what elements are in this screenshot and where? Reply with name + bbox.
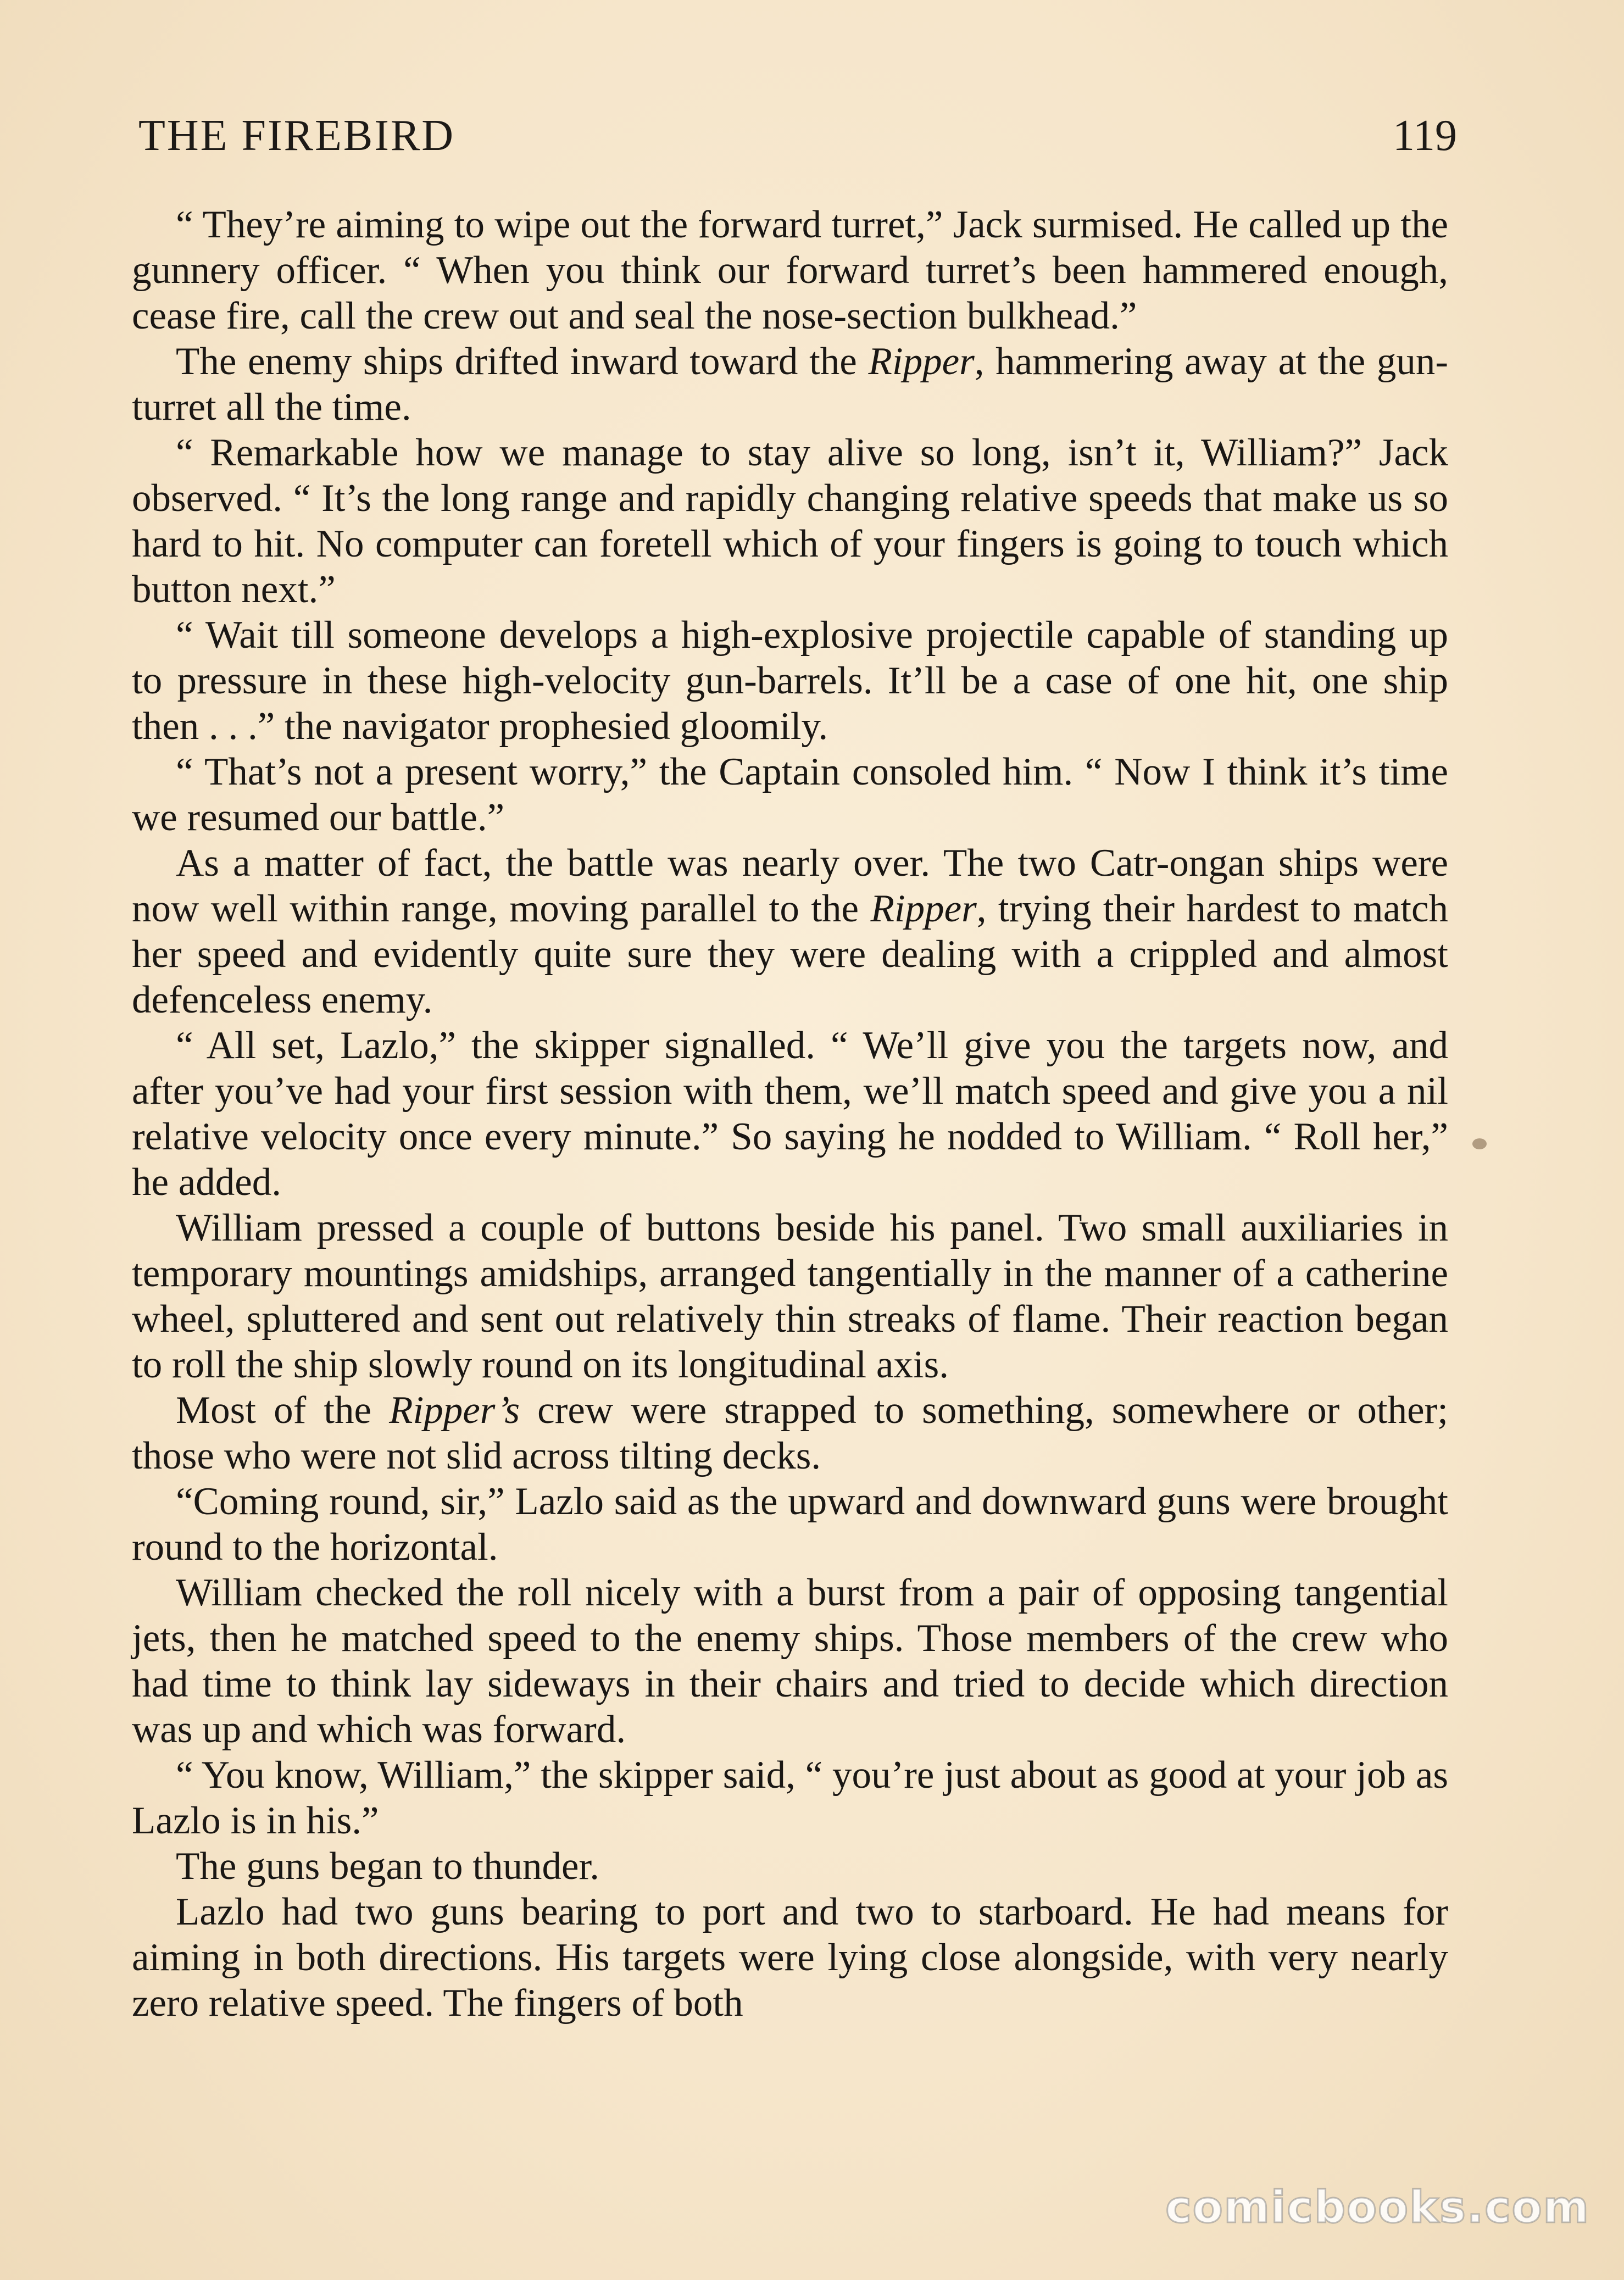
paragraph-text: crew were strapped to something, somewhere or other; those who were not slid across tilting decks. bbox=[132, 1389, 1449, 1477]
paragraph-14 bbox=[132, 1889, 1448, 2026]
paragraph-2 bbox=[132, 339, 1448, 430]
paragraph-text: “ They’re aiming to wipe out the forward turret,” Jack surmised. He called up the gunnery officer. “ When you think our forward turret’s been hammered enough, cease fire, call the crew out and seal the nose-section bulkhead.” bbox=[132, 203, 1448, 337]
paragraph-text: “ Wait till someone develops a high-explosive projectile capable of standing up to pressure in these high-velocity gun-barrels. It’ll be a case of one hit, one ship then . . .” the navigator prophesied gloomily. bbox=[132, 614, 1448, 748]
paragraph-10 bbox=[132, 1479, 1448, 1570]
paragraph-text: , hammering away at the gun-turret all the time. bbox=[132, 340, 1448, 429]
watermark-logo: comicbooks.com bbox=[1165, 2182, 1590, 2233]
paragraph-text: Lazlo had two guns bearing to port and two to starboard. He had means for aiming in both directions. His targets were lying close alongside, with very nearly zero relative speed. The fingers of both bbox=[132, 1890, 1448, 2025]
paragraph-text: “ Remarkable how we manage to stay alive so long, isn’t it, William?” Jack observed. “ It’s the long range and rapidly changing relative speeds that make us so hard to hit. No computer can foretell which of your fingers is going to touch which button next.” bbox=[132, 431, 1448, 611]
paragraph-6 bbox=[132, 841, 1448, 1023]
ship-name-italic: Ripper’s bbox=[389, 1389, 520, 1432]
paragraph-text: The enemy ships drifted inward toward the bbox=[176, 340, 869, 383]
paragraph-text: “ You know, William,” the skipper said, “ you’re just about as good at your job as Lazlo is in his.” bbox=[132, 1754, 1448, 1842]
running-title: THE FIREBIRD bbox=[138, 112, 455, 160]
paragraph-7 bbox=[132, 1023, 1448, 1205]
running-head bbox=[138, 105, 1457, 166]
paragraph-1 bbox=[132, 202, 1448, 339]
paragraph-text: Most of the bbox=[176, 1389, 390, 1432]
ship-name-italic: Ripper bbox=[868, 340, 975, 383]
paragraph-5 bbox=[132, 749, 1448, 841]
paragraph-13 bbox=[132, 1844, 1448, 1889]
ship-name-italic: Ripper bbox=[870, 887, 977, 930]
paragraph-text: “ All set, Lazlo,” the skipper signalled. “ We’ll give you the targets now, and after you’ve had your first session with them, we’ll match speed and give you a nil relative velocity once every minute.” So saying he nodded to William. “ Roll her,” he added. bbox=[132, 1024, 1448, 1204]
paragraph-text: As a matter of fact, the battle was nearly over. The two Catr-ongan ships were now well within range, moving parallel to the bbox=[132, 842, 1448, 930]
page-number: 119 bbox=[1392, 112, 1457, 160]
paragraph-8 bbox=[132, 1205, 1448, 1388]
paragraph-text: William checked the roll nicely with a burst from a pair of opposing tangential jets, then he matched speed to the enemy ships. Those members of the crew who had time to think lay sideways in their chairs and tried to decide which direction was up and which was forward. bbox=[132, 1571, 1448, 1751]
paragraph-4 bbox=[132, 613, 1448, 749]
paragraph-11 bbox=[132, 1570, 1448, 1753]
paragraph-9 bbox=[132, 1388, 1448, 1479]
paragraph-3 bbox=[132, 430, 1448, 613]
body-text bbox=[132, 202, 1448, 2026]
paper-speck bbox=[1472, 1138, 1487, 1149]
paragraph-text: “ That’s not a present worry,” the Captain consoled him. “ Now I think it’s time we resumed our battle.” bbox=[132, 750, 1448, 839]
paragraph-text: “Coming round, sir,” Lazlo said as the upward and downward guns were brought round to the horizontal. bbox=[132, 1480, 1448, 1569]
paragraph-12 bbox=[132, 1753, 1448, 1844]
paragraph-text: William pressed a couple of buttons beside his panel. Two small auxiliaries in temporary mountings amidships, arranged tangentially in the manner of a catherine wheel, spluttered and sent out relatively thin streaks of flame. Their reaction began to roll the ship slowly round on its longitudinal axis. bbox=[132, 1206, 1448, 1386]
paragraph-text: The guns began to thunder. bbox=[176, 1845, 599, 1888]
paragraph-text: , trying their hardest to match her speed and evidently quite sure they were dealing with a crippled and almost defenceless enemy. bbox=[132, 887, 1448, 1021]
